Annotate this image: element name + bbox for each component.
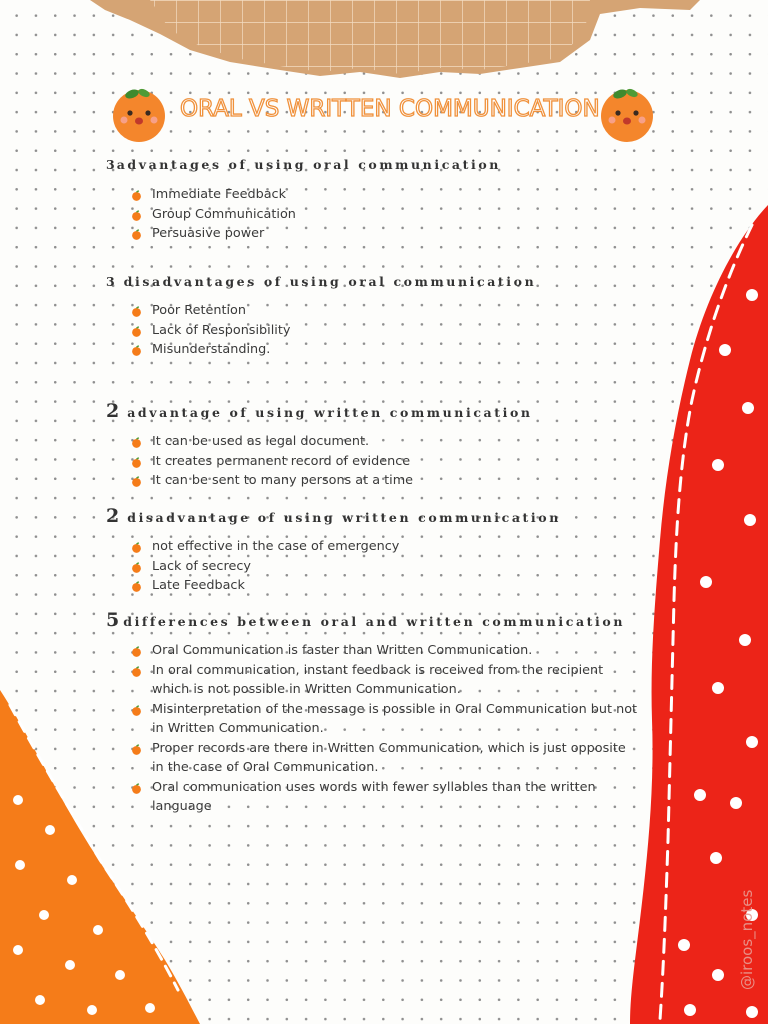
orange-mascot-icon (110, 86, 168, 144)
bullet-list (130, 432, 413, 491)
orange-fruit-icon (131, 666, 142, 677)
list-item: Lack of secrecy (130, 557, 399, 577)
list-item: In oral communication, instant feedback is received from the recipient (130, 661, 637, 681)
list-item: Misinterpretation of the message is possible in Oral Communication but not (130, 700, 637, 720)
orange-fruit-icon (131, 457, 142, 468)
section-heading: 3 advantages of using oral communication (106, 157, 501, 172)
list-item: Immediate Feedback (130, 185, 296, 205)
bullet-list (130, 185, 296, 244)
list-item: Oral communication uses words with fewer syllables than the written (130, 778, 637, 798)
orange-fruit-icon (131, 581, 142, 592)
orange-fruit-icon (131, 437, 142, 448)
orange-fruit-icon (131, 476, 142, 487)
orange-fruit-icon (131, 646, 142, 657)
list-item: Group Communication (130, 205, 296, 225)
orange-fruit-icon (131, 326, 142, 337)
list-item: Proper records are there in Written Communication, which is just opposite (130, 739, 637, 759)
list-item: not effective in the case of emergency (130, 537, 399, 557)
orange-mascot-icon (598, 86, 656, 144)
orange-fruit-icon (131, 783, 142, 794)
orange-fruit-icon (131, 705, 142, 716)
bullet-list (130, 301, 290, 360)
list-item: It can be sent to many persons at a time (130, 471, 413, 491)
section-heading: 2 disadvantage of using written communication (106, 505, 561, 527)
list-item: Misunderstanding. (130, 340, 290, 360)
list-item: Late Feedback (130, 576, 399, 596)
orange-fruit-icon (131, 306, 142, 317)
orange-fruit-icon (131, 229, 142, 240)
list-item: Lack of Responsibility (130, 321, 290, 341)
list-item-continuation: in the case of Oral Communication. (152, 760, 379, 775)
orange-fruit-icon (131, 210, 142, 221)
section-heading: 2 advantage of using written communication (106, 400, 533, 422)
watermark: @iroos_notes (738, 889, 756, 990)
section-heading: 3 disadvantages of using oral communication (106, 274, 537, 289)
list-item-continuation: in Written Communication. (152, 721, 324, 736)
orange-fruit-icon (131, 562, 142, 573)
list-item: It can be used as legal document. (130, 432, 413, 452)
orange-fruit-icon (131, 190, 142, 201)
orange-fruit-icon (131, 345, 142, 356)
orange-fruit-icon (131, 744, 142, 755)
list-item: Persuasive power (130, 224, 296, 244)
list-item-continuation: which is not possible in Written Communication. (152, 682, 461, 697)
list-item-continuation: language (152, 799, 212, 814)
bullet-list (130, 641, 637, 817)
title-bar (0, 86, 768, 142)
list-item: Oral Communication is faster than Written Communication. (130, 641, 637, 661)
orange-fruit-icon (131, 542, 142, 553)
list-item: Poor Retention (130, 301, 290, 321)
bullet-list (130, 537, 399, 596)
page-title: ORAL VS WRITTEN COMMUNICATION (180, 96, 600, 122)
section-heading: 5 differences between oral and written communication (106, 609, 626, 631)
list-item: It creates permanent record of evidence (130, 452, 413, 472)
